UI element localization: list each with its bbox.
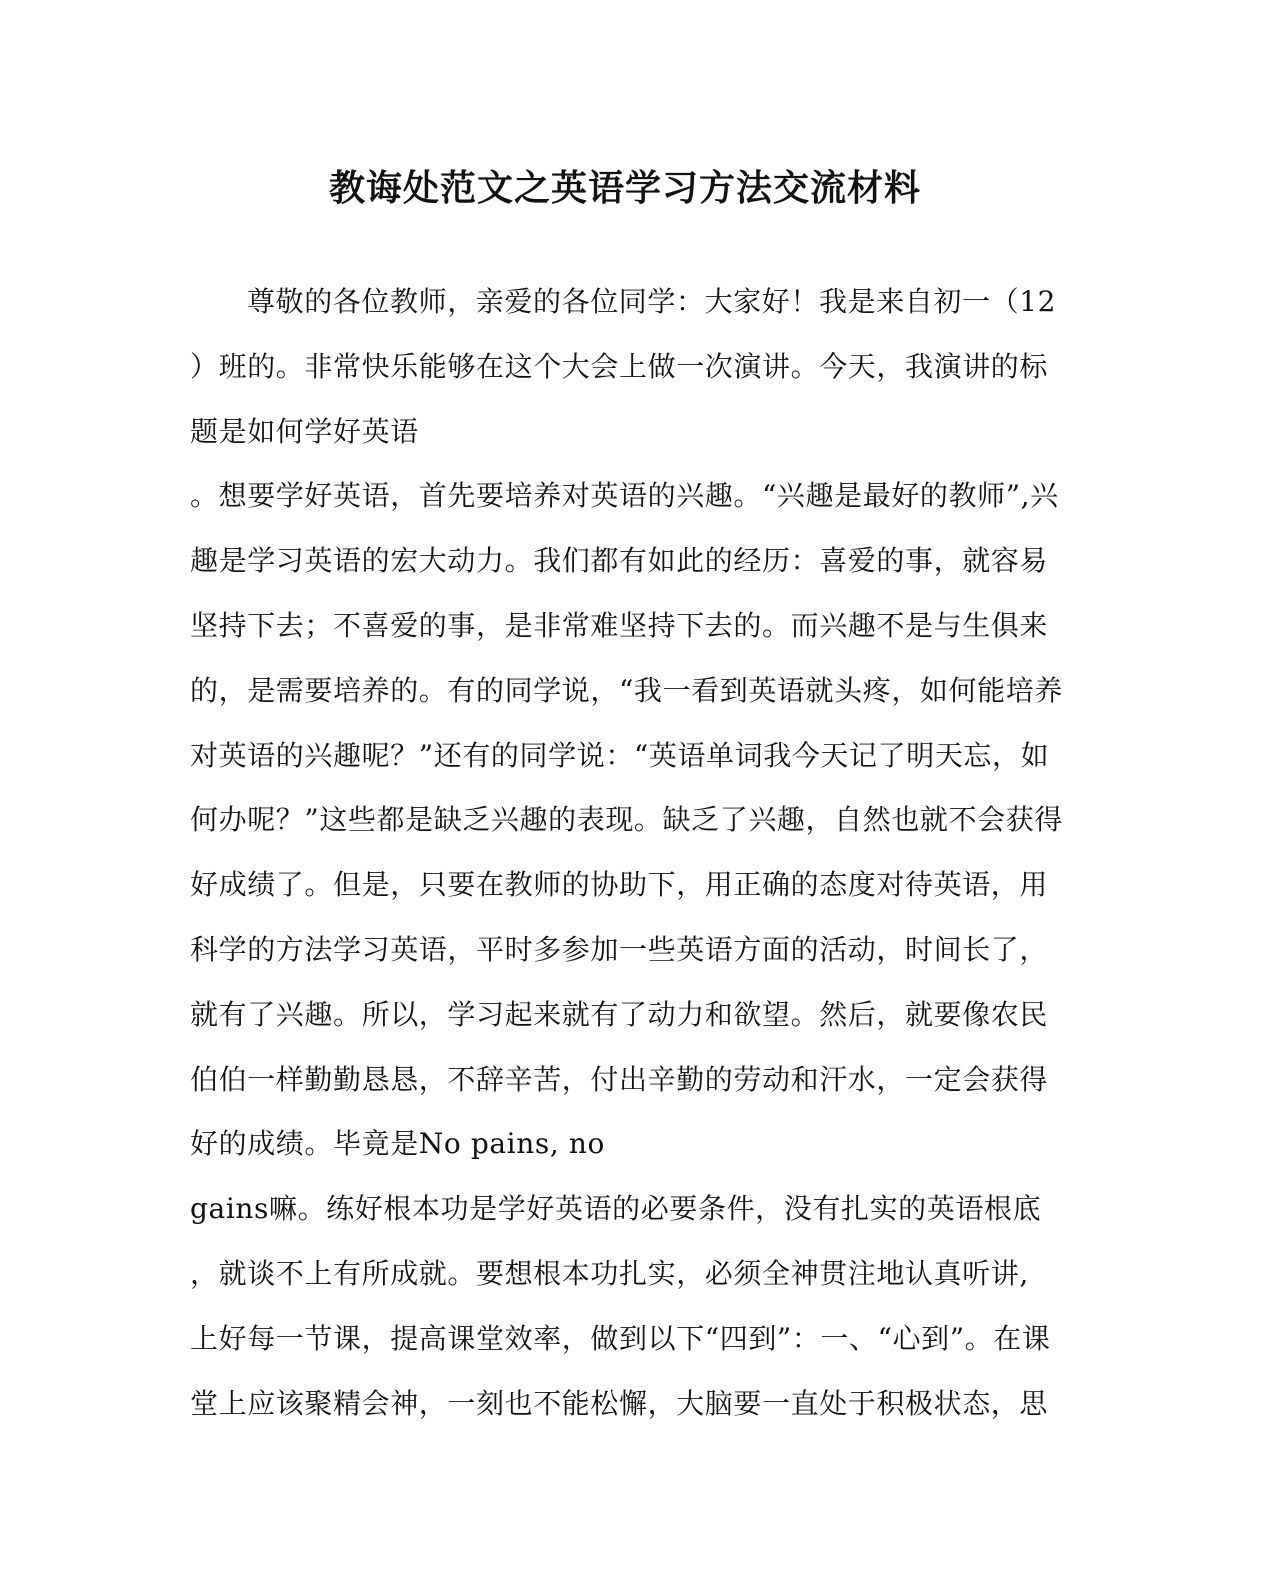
- paragraph-line: 就有了兴趣。所以，学习起来就有了动力和欲望。然后，就要像农民: [190, 997, 1049, 1031]
- paragraph-line: 对英语的兴趣呢？”还有的同学说：“英语单词我今天记了明天忘，如: [190, 738, 1050, 772]
- paragraph-line: 。想要学好英语，首先要培养对英语的兴趣。“兴趣是最好的教师”,兴: [190, 479, 1059, 513]
- paragraph-line: 坚持下去；不喜爱的事，是非常难坚持下去的。而兴趣不是与生俱来: [190, 608, 1049, 642]
- paragraph-line: 科学的方法学习英语，平时多参加一些英语方面的活动，时间长了，: [190, 932, 1049, 966]
- paragraph-line: 堂上应该聚精会神，一刻也不能松懈，大脑要一直处于积极状态，思: [190, 1386, 1049, 1420]
- paragraph-line: 题是如何学好英语: [190, 414, 419, 448]
- paragraph-line: gains嘛。练好根本功是学好英语的必要条件，没有扎实的英语根底: [190, 1192, 1042, 1226]
- paragraph-line: 何办呢？”这些都是缺乏兴趣的表现。缺乏了兴趣，自然也就不会获得: [190, 803, 1063, 837]
- document-body: [190, 270, 1090, 1436]
- paragraph-line: 趣是学习英语的宏大动力。我们都有如此的经历：喜爱的事，就容易: [190, 544, 1049, 578]
- paragraph-line: 尊敬的各位教师，亲爱的各位同学：大家好！我是来自初一（12: [247, 285, 1057, 318]
- paragraph-line: 伯伯一样勤勤恳恳，不辞辛苦，付出辛勤的劳动和汗水，一定会获得: [190, 1062, 1049, 1096]
- paragraph-line: 上好每一节课，提高课堂效率，做到以下“四到”：一、“心到”。在课: [190, 1321, 1051, 1355]
- paragraph-line: 好的成绩。毕竟是No pains, no: [190, 1127, 605, 1161]
- paragraph-line: ）班的。非常快乐能够在这个大会上做一次演讲。今天，我演讲的标: [190, 349, 1049, 383]
- paragraph-line: 好成绩了。但是，只要在教师的协助下，用正确的态度对待英语，用: [190, 868, 1049, 902]
- paragraph-line: ，就谈不上有所成就。要想根本功扎实，必须全神贯注地认真听讲,: [190, 1256, 1029, 1290]
- document-title: 教诲处范文之英语学习方法交流材料: [328, 167, 921, 209]
- paragraph-line: 的，是需要培养的。有的同学说，“我一看到英语就头疼，如何能培养: [190, 673, 1063, 707]
